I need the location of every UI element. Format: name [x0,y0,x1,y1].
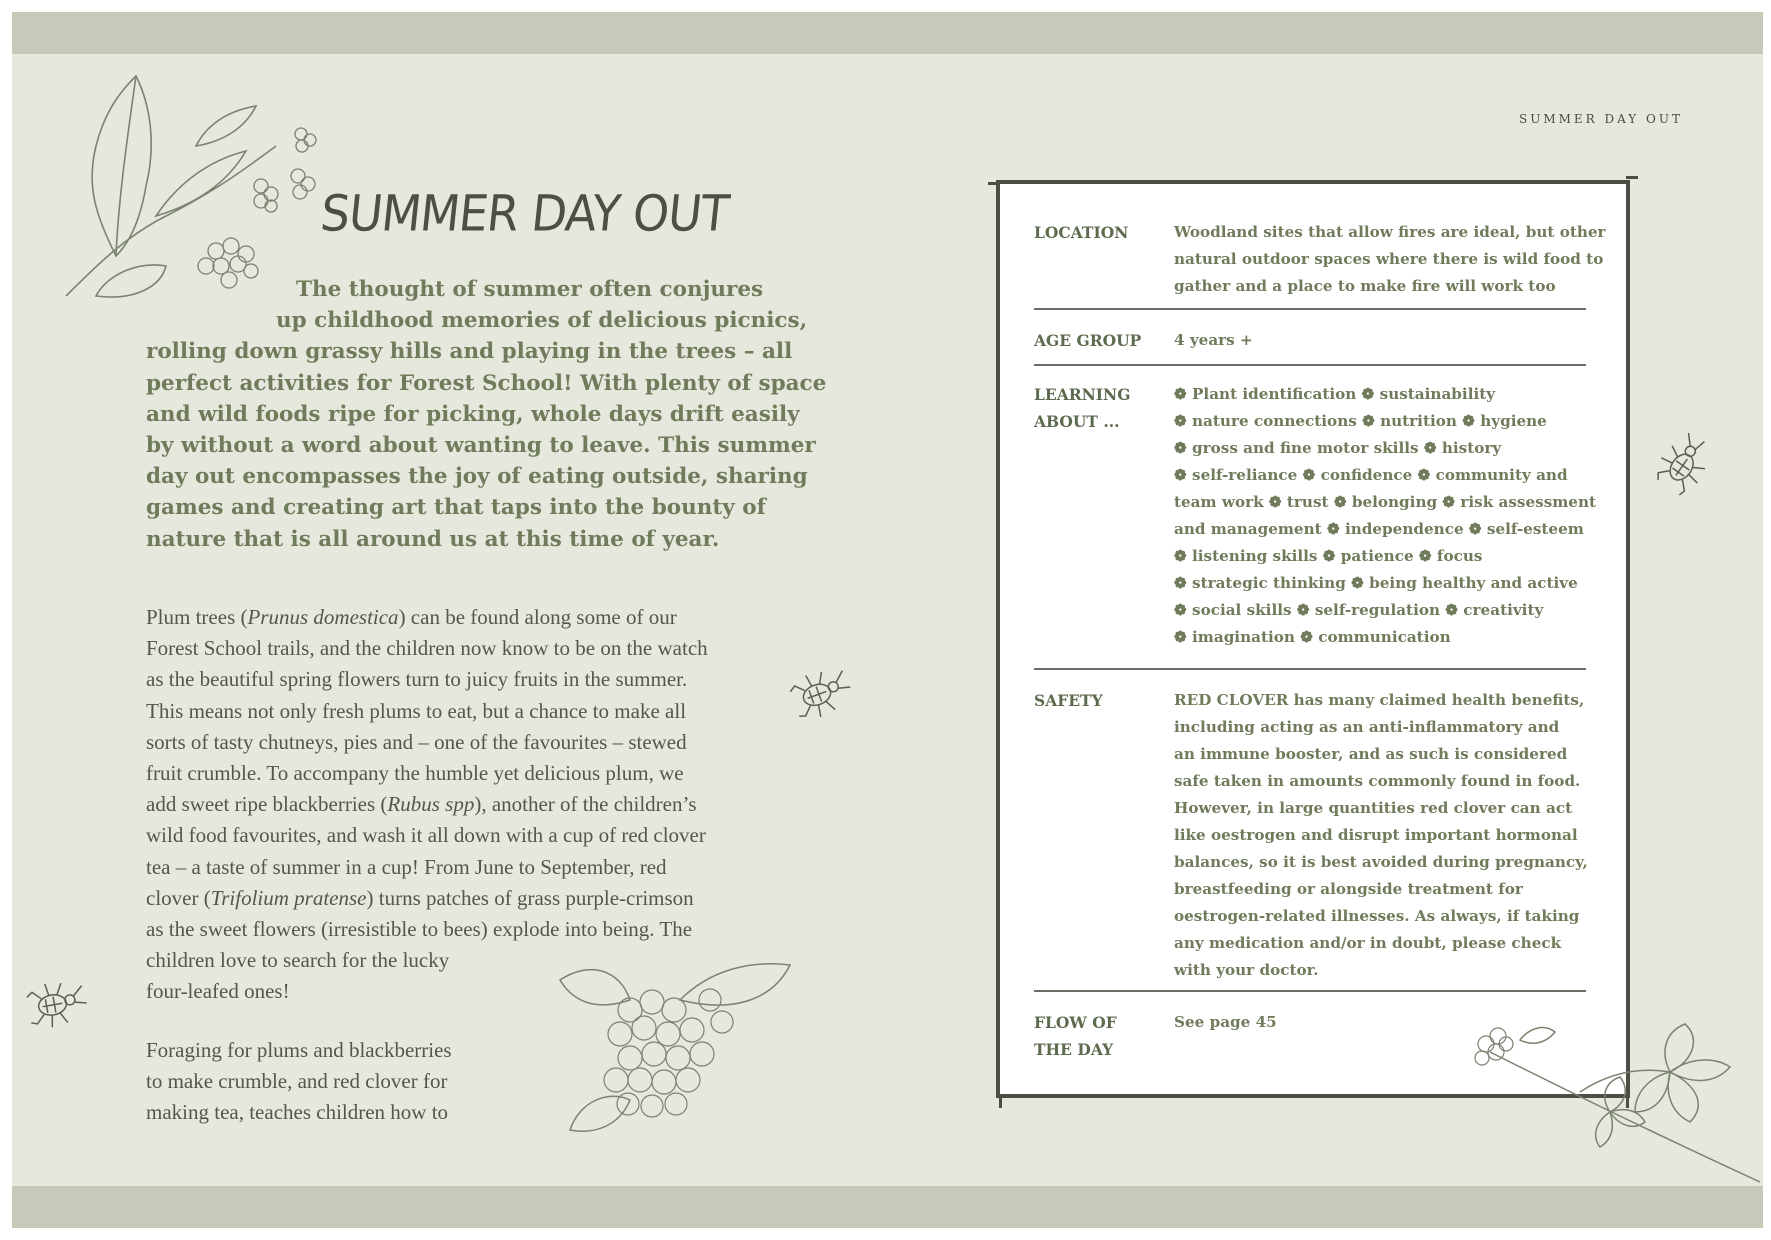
body-line: children love to search for the lucky [146,948,450,973]
learning-value [1174,381,1597,651]
page-title: SUMMER DAY OUT [317,184,732,243]
frame-stroke [999,1094,1002,1108]
safety-line: oestrogen-related illnesses. As always, if taking [1174,907,1580,925]
flow-label [1034,1009,1166,1063]
safety-line: safe taken in amounts commonly found in food. [1174,772,1581,790]
learning-label-line: LEARNING [1034,385,1131,404]
body-line: sorts of tasty chutneys, pies and – one of the favourites – stewed [146,729,687,754]
learning-line: and management ❁ independence ❁ self-esteem [1174,520,1584,538]
safety-line: RED CLOVER has many claimed health benefits, [1174,691,1585,709]
safety-line: like oestrogen and disrupt important hormonal [1174,826,1578,844]
body-line: as the sweet flowers (irresistible to bees) explode into being. The [146,917,693,942]
safety-line: with your doctor. [1174,961,1319,979]
safety-line: including acting as an anti-inflammatory and [1174,718,1560,736]
row-divider [1034,668,1586,670]
running-head: SUMMER DAY OUT [1518,112,1683,126]
row-divider [1034,308,1586,310]
learning-line: ❁ self-reliance ❁ confidence ❁ community and [1174,466,1568,484]
learning-line: team work ❁ trust ❁ belonging ❁ risk assessment [1174,493,1597,511]
body-line: This means not only fresh plums to eat, but a chance to make all [146,698,687,723]
safety-line: balances, so it is best avoided during pregnancy, [1174,853,1588,871]
safety-line: breastfeeding or alongside treatment for [1174,880,1523,898]
body-line: wild food favourites, and wash it all down with a cup of red clover [146,823,706,848]
learning-line: ❁ strategic thinking ❁ being healthy and active [1174,574,1578,592]
location-line: gather and a place to make fire will work too [1174,277,1556,295]
frame-stroke [988,182,1000,185]
body-line: Foraging for plums and blackberries [146,1038,452,1062]
row-divider [1034,990,1586,992]
learning-label [1034,381,1166,435]
bottom-band [12,1186,1763,1228]
body-line: four-leafed ones! [146,979,290,1004]
safety-line: However, in large quantities red clover can act [1174,799,1573,817]
blackberry-illustration [550,940,800,1150]
beetle-icon [12,967,92,1037]
raspberry-branch-illustration [56,66,326,306]
flow-value: See page 45 [1174,1013,1277,1031]
learning-line: ❁ Plant identification ❁ sustainability [1174,385,1496,403]
location-line: natural outdoor spaces where there is wild food to [1174,250,1604,268]
intro-line: rolling down grassy hills and playing in the trees – all [146,339,793,365]
row-divider [1034,364,1586,366]
body-line: Plum trees (Prunus domestica) can be found along some of our [146,605,677,629]
frame-stroke [1626,176,1638,179]
body-line: fruit crumble. To accompany the humble yet delicious plum, we [146,761,684,786]
intro-line: games and creating art that taps into the bounty of [146,495,766,521]
book-spread [12,12,1763,1228]
body-line: Forest School trails, and the children now know to be on the watch [146,636,708,661]
body-line: add sweet ripe blackberries (Rubus spp), another of the children’s [146,792,697,817]
learning-line: ❁ listening skills ❁ patience ❁ focus [1174,547,1483,565]
learning-label-line: ABOUT ... [1034,412,1120,431]
intro-line: and wild foods ripe for picking, whole days drift easily [146,401,800,427]
intro-line: nature that is all around us at this time of year. [146,526,720,552]
flow-label-line: FLOW OF [1034,1013,1117,1032]
location-value [1174,219,1606,300]
safety-line: any medication and/or in doubt, please check [1174,934,1562,952]
red-clover-illustration [1460,1012,1763,1190]
learning-line: ❁ gross and fine motor skills ❁ history [1174,439,1502,457]
body-line: making tea, teaches children how to [146,1100,449,1125]
intro-line: The thought of summer often conjures [296,277,764,302]
age-group-label: AGE GROUP [1034,331,1142,350]
learning-line: ❁ social skills ❁ self-regulation ❁ creativity [1174,601,1544,619]
body-line: as the beautiful spring flowers turn to juicy fruits in the summer. [146,667,688,692]
safety-line: an immune booster, and as such is considered [1174,745,1568,763]
body-line: tea – a taste of summer in a cup! From June to September, red [146,854,667,879]
beetle-icon [776,657,856,727]
flow-label-line: THE DAY [1034,1040,1114,1059]
safety-label: SAFETY [1034,691,1103,710]
location-label: LOCATION [1034,223,1129,242]
location-line: Woodland sites that allow fires are ideal, but other [1174,223,1606,241]
age-group-value: 4 years + [1174,331,1253,349]
learning-line: ❁ nature connections ❁ nutrition ❁ hygiene [1174,412,1547,430]
body-line: clover (Trifolium pratense) turns patches of grass purple-crimson [146,885,694,910]
intro-line: perfect activities for Forest School! With plenty of space [146,370,827,396]
body-line: to make crumble, and red clover for [146,1069,448,1094]
learning-line: ❁ imagination ❁ communication [1174,628,1451,646]
intro-line: up childhood memories of delicious picnics, [276,308,808,334]
intro-paragraph [146,274,827,555]
intro-line: by without a word about wanting to leave. This summer [146,433,816,459]
safety-value [1174,687,1594,984]
top-band [12,12,1763,54]
beetle-icon [1640,426,1720,506]
intro-line: day out encompasses the joy of eating outside, sharing [146,464,808,490]
